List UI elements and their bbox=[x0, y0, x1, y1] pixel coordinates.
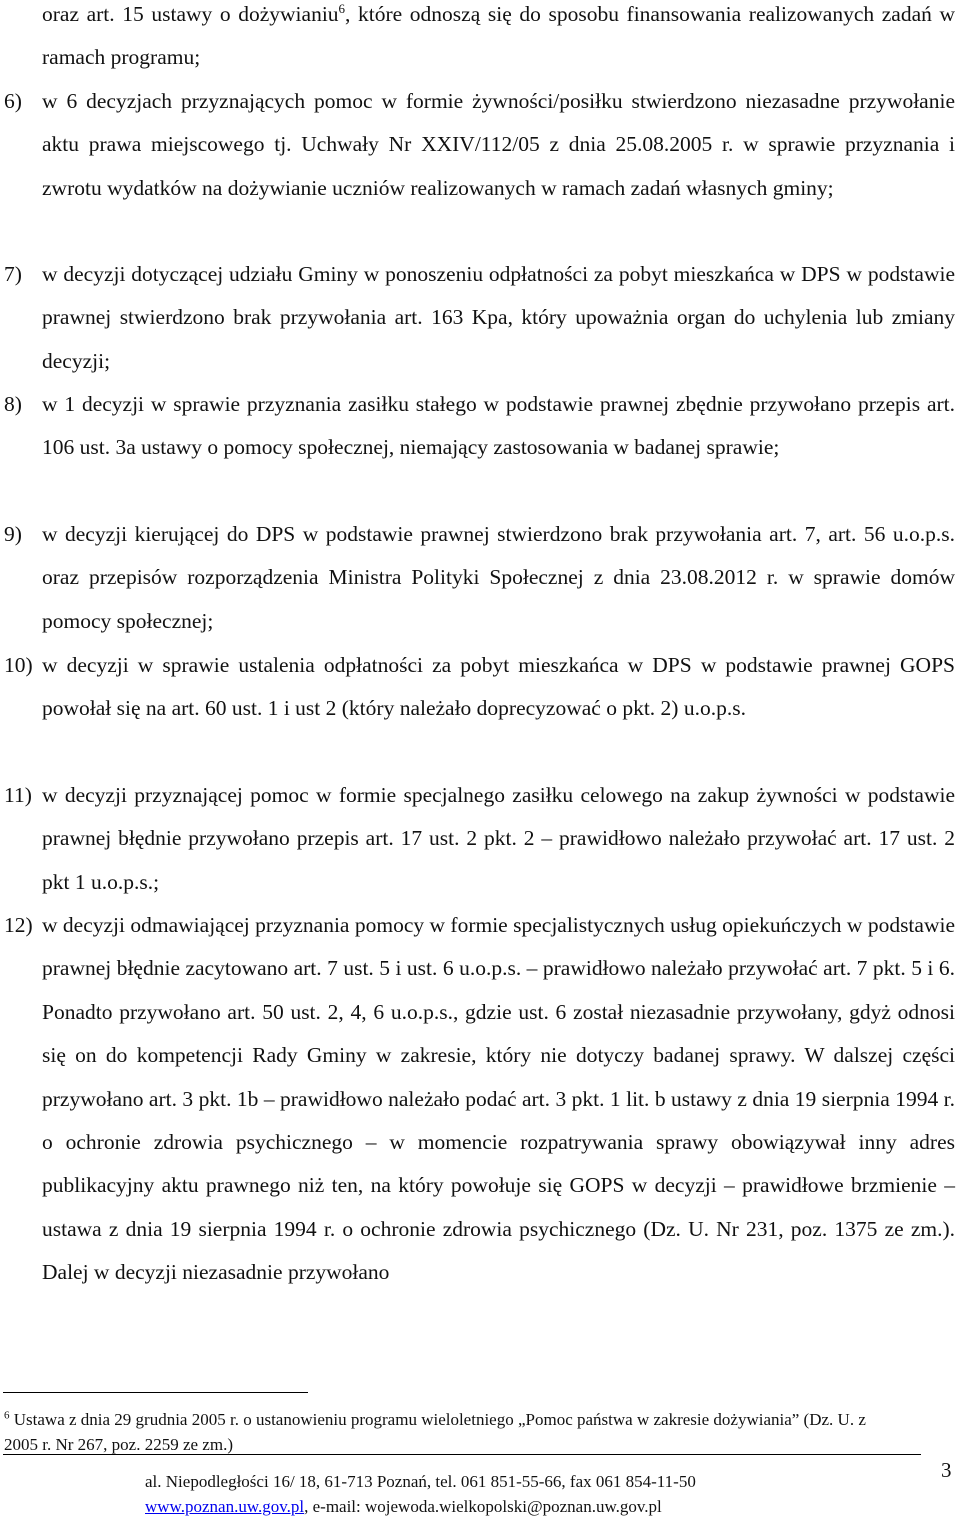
list-item-text: w decyzji przyznającej pomoc w formie specjalnego zasiłku celowego na zakup żywności w podstawie prawnej błędnie przywołano przepis art. 17 ust. 2 pkt. 2 – prawidłowo należało przywołać art. 17 ust. 2 pkt 1 u.o.p.s.; bbox=[42, 783, 955, 894]
footnote-separator bbox=[3, 1392, 308, 1393]
footer-separator bbox=[3, 1454, 921, 1455]
list-item-12 bbox=[4, 904, 955, 1295]
list-item-8 bbox=[4, 383, 955, 470]
list-item-number: 7) bbox=[4, 262, 22, 286]
list-item-number: 10) bbox=[4, 653, 33, 677]
intro-text-b: , które odnoszą się do sposobu finansowania realizowanych zadań w ramach programu; bbox=[42, 2, 956, 70]
list-item-6 bbox=[4, 80, 955, 210]
list-item-number: 6) bbox=[4, 89, 22, 113]
list-item-text: w decyzji kierującej do DPS w podstawie prawnej stwierdzono brak przywołania art. 7, art. 56 u.o.p.s. oraz przepisów rozporządzenia Ministra Polityki Społecznej z dnia 23.08.2012 r. w sprawie domów pomocy społecznej; bbox=[42, 522, 955, 633]
list-item-text: w decyzji dotyczącej udziału Gminy w ponoszeniu odpłatności za pobyt mieszkańca w DPS w podstawie prawnej stwierdzono brak przywołania art. 163 Kpa, który upoważnia organ do uchylenia lub zmiany decyzji; bbox=[42, 262, 955, 373]
footnote bbox=[4, 1407, 904, 1457]
list-item-7 bbox=[4, 253, 955, 383]
footer-contact bbox=[145, 1494, 895, 1519]
list-item-text: w 1 decyzji w sprawie przyznania zasiłku stałego w podstawie prawnej zbędnie przywołano przepis art. 106 ust. 3a ustawy o pomocy społecznej, niemający zastosowania w badanej sprawie; bbox=[42, 392, 955, 460]
intro-text-a: oraz art. 15 ustawy o dożywianiu bbox=[42, 2, 339, 26]
footer-address: al. Niepodległości 16/ 18, 61-713 Poznań, tel. 061 851-55-66, fax 061 854-11-50 bbox=[145, 1472, 696, 1491]
list-item-text: w decyzji w sprawie ustalenia odpłatności za pobyt mieszkańca w DPS w podstawie prawnej GOPS powołał się na art. 60 ust. 1 i ust 2 (który należało doprecyzować o pkt. 2) u.o.p.s. bbox=[42, 653, 955, 721]
footer-email: , e-mail: wojewoda.wielkopolski@poznan.uw.gov.pl bbox=[304, 1497, 662, 1516]
list-item-text: w 6 decyzjach przyznających pomoc w formie żywności/posiłku stwierdzono niezasadne przywołanie aktu prawa miejscowego tj. Uchwały Nr XXIV/112/05 z dnia 25.08.2005 r. w sprawie przyznania i zwrotu wydatków na dożywianie uczniów realizowanych w ramach zadań własnych gminy; bbox=[42, 89, 955, 200]
list-item-number: 9) bbox=[4, 522, 22, 546]
list-item-number: 11) bbox=[4, 783, 32, 807]
footnote-text: Ustawa z dnia 29 grudnia 2005 r. o ustanowieniu programu wieloletniego „Pomoc państwa w zakresie dożywiania” (Dz. U. z 2005 r. Nr 267, poz. 2259 ze zm.) bbox=[4, 1410, 866, 1454]
list-item-number: 8) bbox=[4, 392, 22, 416]
intro-paragraph bbox=[42, 0, 955, 80]
list-item-10 bbox=[4, 644, 955, 731]
list-item-9 bbox=[4, 513, 955, 643]
footnote-number: 6 bbox=[4, 1409, 10, 1422]
website-link[interactable]: www.poznan.uw.gov.pl bbox=[145, 1497, 305, 1516]
footnote-reference: 6 bbox=[338, 0, 346, 16]
list-item-text: w decyzji odmawiającej przyznania pomocy w formie specjalistycznych usług opiekuńczych w podstawie prawnej błędnie zacytowano art. 7 ust. 5 i ust. 6 u.o.p.s. – prawidłowo należało przywołać art. 7 pkt. 5 i 6. Ponadto przywołano art. 50 ust. 2, 4, 6 u.o.p.s., gdzie ust. 6 został niezasadnie przywołany, gdyż odnosi się on do kompetencji Rady Gminy w zakresie, który nie dotyczy badanej sprawy. W dalszej części przywołano art. 3 pkt. 1b – prawidłowo należało podać art. 3 pkt. 1 lit. b ustawy z dnia 19 sierpnia 1994 r. o ochronie zdrowia psychicznego – w momencie rozpatrywania sprawy obowiązywał inny adres publikacyjny aktu prawnego niż ten, na który powołuje się GOPS w decyzji – prawidłowe brzmienie – ustawa z dnia 19 sierpnia 1994 r. o ochronie zdrowia psychicznego (Dz. U. Nr 231, poz. 1375 ze zm.). Dalej w decyzji niezasadnie przywołano bbox=[42, 913, 955, 1285]
list-item-number: 12) bbox=[4, 913, 33, 937]
list-item-11 bbox=[4, 774, 955, 904]
page-number: 3 bbox=[941, 1458, 952, 1482]
